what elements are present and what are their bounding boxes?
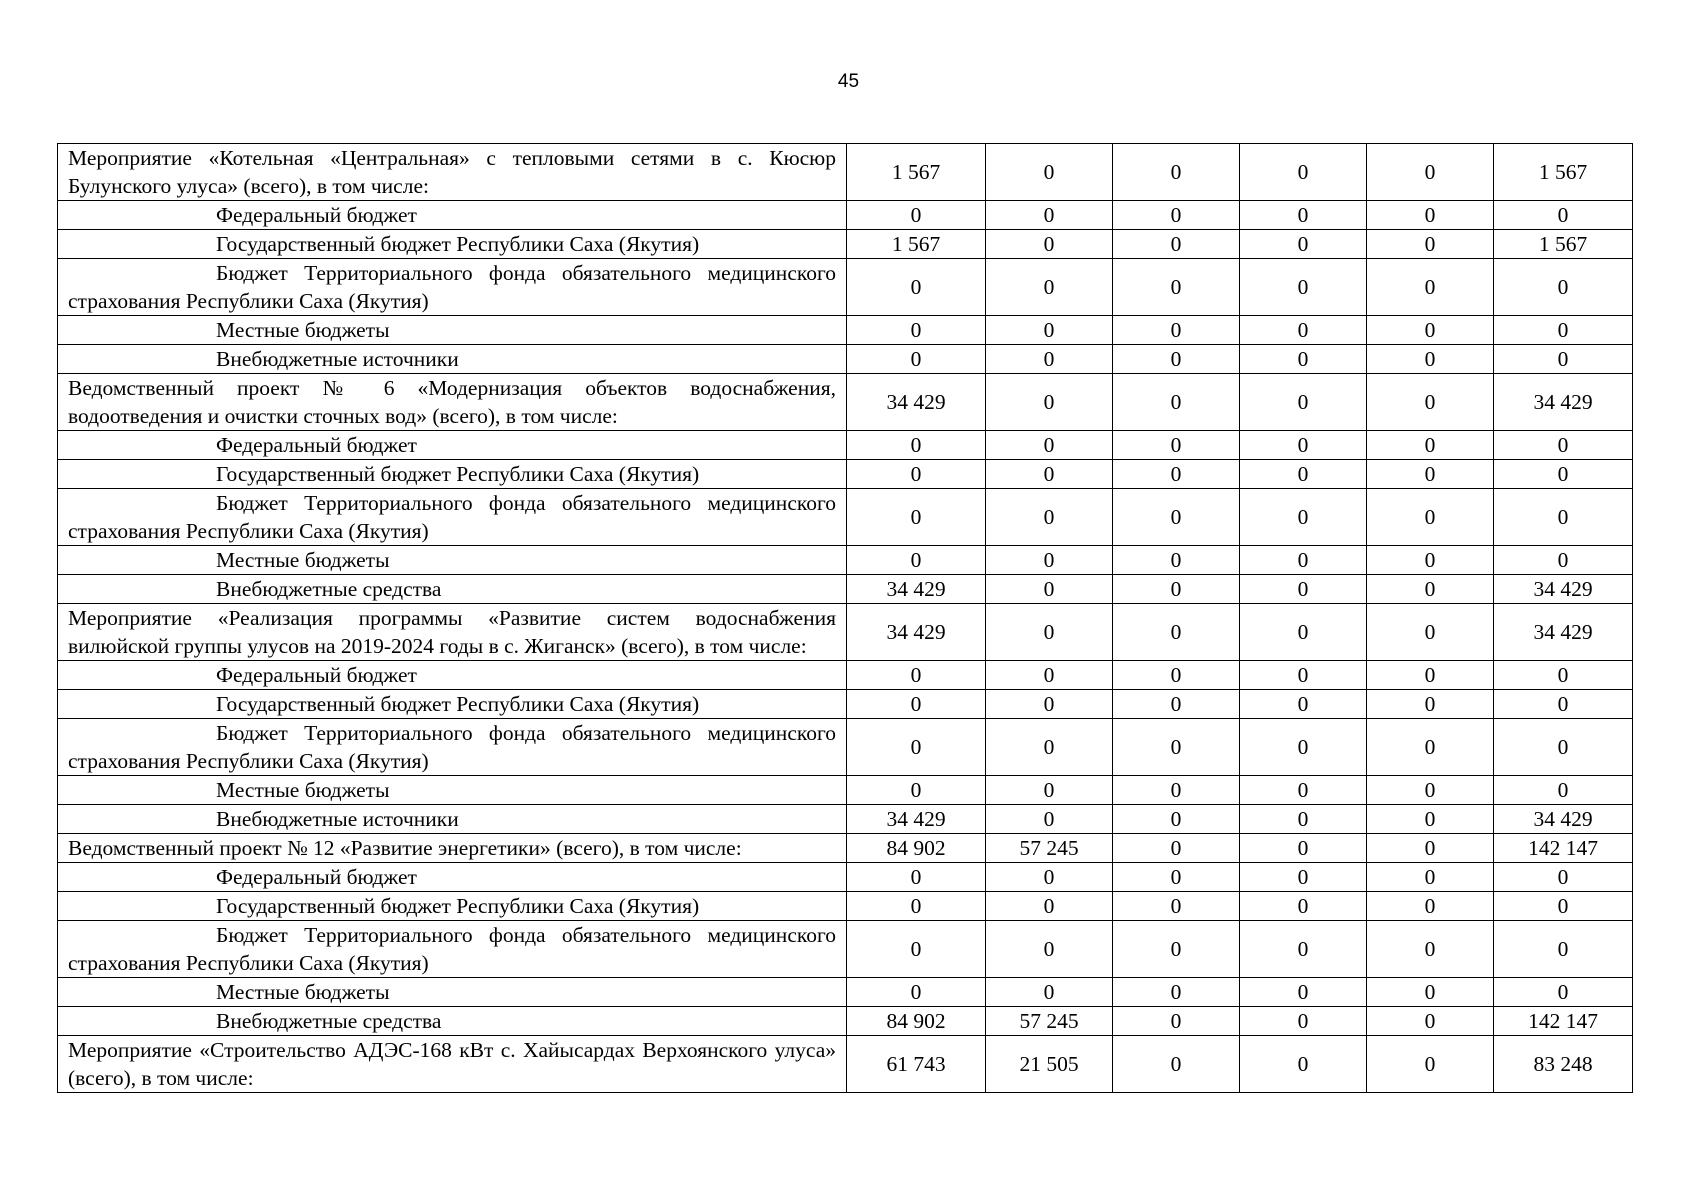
value-cell: 0 xyxy=(1240,546,1367,575)
table-row xyxy=(58,690,1633,719)
table-row xyxy=(58,892,1633,921)
value-cell: 0 xyxy=(847,460,986,489)
value-cell: 0 xyxy=(986,489,1113,546)
value-cell: 0 xyxy=(1113,460,1240,489)
value-cell: 0 xyxy=(1240,489,1367,546)
value-cell: 0 xyxy=(1367,719,1494,776)
value-cell: 34 429 xyxy=(847,604,986,661)
total-cell: 34 429 xyxy=(1494,805,1633,834)
value-cell: 0 xyxy=(847,690,986,719)
total-cell: 34 429 xyxy=(1494,374,1633,431)
value-cell: 0 xyxy=(1113,374,1240,431)
total-cell: 83 248 xyxy=(1494,1036,1633,1093)
value-cell: 0 xyxy=(1367,604,1494,661)
value-cell: 1 567 xyxy=(847,144,986,201)
value-cell: 0 xyxy=(1240,776,1367,805)
table-row xyxy=(58,460,1633,489)
total-cell: 0 xyxy=(1494,460,1633,489)
value-cell: 0 xyxy=(847,431,986,460)
value-cell: 0 xyxy=(986,230,1113,259)
value-cell: 0 xyxy=(1240,431,1367,460)
table-row xyxy=(58,345,1633,374)
total-cell: 1 567 xyxy=(1494,230,1633,259)
value-cell: 0 xyxy=(1113,834,1240,863)
value-cell: 0 xyxy=(1240,863,1367,892)
total-cell: 0 xyxy=(1494,892,1633,921)
value-cell: 0 xyxy=(1367,431,1494,460)
value-cell: 0 xyxy=(847,661,986,690)
funding-source-label: Федеральный бюджет xyxy=(58,863,847,892)
table-row xyxy=(58,863,1633,892)
value-cell: 0 xyxy=(1367,575,1494,604)
value-cell: 0 xyxy=(1113,978,1240,1007)
total-cell: 0 xyxy=(1494,863,1633,892)
value-cell: 0 xyxy=(1113,489,1240,546)
value-cell: 0 xyxy=(1367,259,1494,316)
value-cell: 0 xyxy=(1113,661,1240,690)
total-cell: 0 xyxy=(1494,431,1633,460)
funding-source-label: Внебюджетные средства xyxy=(58,575,847,604)
value-cell: 0 xyxy=(1367,921,1494,978)
table-row xyxy=(58,921,1633,978)
value-cell: 0 xyxy=(1367,978,1494,1007)
total-cell: 34 429 xyxy=(1494,575,1633,604)
total-cell: 0 xyxy=(1494,489,1633,546)
program-item-label: Мероприятие «Реализация программы «Развитие систем водоснабжения вилюйской группы улусов на 2019-2024 годы в с. Жиганск» (всего), в том числе: xyxy=(58,604,847,661)
table-row xyxy=(58,1007,1633,1036)
total-cell: 0 xyxy=(1494,201,1633,230)
value-cell: 0 xyxy=(1367,546,1494,575)
value-cell: 0 xyxy=(1367,201,1494,230)
total-cell: 0 xyxy=(1494,690,1633,719)
value-cell: 0 xyxy=(986,575,1113,604)
value-cell: 0 xyxy=(986,259,1113,316)
value-cell: 0 xyxy=(1113,1007,1240,1036)
funding-source-label: Федеральный бюджет xyxy=(58,661,847,690)
value-cell: 0 xyxy=(1240,259,1367,316)
funding-source-label: Местные бюджеты xyxy=(58,316,847,345)
table-row xyxy=(58,259,1633,316)
value-cell: 0 xyxy=(847,316,986,345)
value-cell: 0 xyxy=(1113,201,1240,230)
total-cell: 34 429 xyxy=(1494,604,1633,661)
value-cell: 0 xyxy=(1367,374,1494,431)
value-cell: 0 xyxy=(1367,776,1494,805)
funding-source-label: Федеральный бюджет xyxy=(58,431,847,460)
value-cell: 0 xyxy=(986,144,1113,201)
value-cell: 0 xyxy=(986,661,1113,690)
table-row xyxy=(58,1036,1633,1093)
value-cell: 0 xyxy=(1240,316,1367,345)
value-cell: 0 xyxy=(1113,431,1240,460)
total-cell: 0 xyxy=(1494,661,1633,690)
total-cell: 0 xyxy=(1494,776,1633,805)
funding-source-label: Бюджет Территориального фонда обязательного медицинского страхования Республики Саха (Якутия) xyxy=(58,719,847,776)
program-item-label: Мероприятие «Котельная «Центральная» с тепловыми сетями в с. Кюсюр Булунского улуса» (всего), в том числе: xyxy=(58,144,847,201)
value-cell: 0 xyxy=(1113,892,1240,921)
value-cell: 0 xyxy=(986,374,1113,431)
value-cell: 0 xyxy=(1367,661,1494,690)
value-cell: 0 xyxy=(1367,460,1494,489)
value-cell: 0 xyxy=(1113,776,1240,805)
value-cell: 0 xyxy=(986,863,1113,892)
value-cell: 0 xyxy=(1113,546,1240,575)
total-cell: 0 xyxy=(1494,345,1633,374)
value-cell: 0 xyxy=(986,460,1113,489)
value-cell: 0 xyxy=(1113,345,1240,374)
value-cell: 0 xyxy=(1240,892,1367,921)
value-cell: 0 xyxy=(1113,805,1240,834)
total-cell: 0 xyxy=(1494,978,1633,1007)
value-cell: 0 xyxy=(1113,1036,1240,1093)
total-cell: 0 xyxy=(1494,546,1633,575)
table-row xyxy=(58,834,1633,863)
value-cell: 0 xyxy=(1240,144,1367,201)
value-cell: 0 xyxy=(1240,345,1367,374)
total-cell: 0 xyxy=(1494,259,1633,316)
value-cell: 84 902 xyxy=(847,834,986,863)
table-row xyxy=(58,604,1633,661)
funding-source-label: Местные бюджеты xyxy=(58,546,847,575)
funding-source-label: Государственный бюджет Республики Саха (Якутия) xyxy=(58,460,847,489)
table-row xyxy=(58,805,1633,834)
value-cell: 0 xyxy=(1367,805,1494,834)
value-cell: 0 xyxy=(1367,834,1494,863)
value-cell: 0 xyxy=(1240,374,1367,431)
value-cell: 0 xyxy=(1240,460,1367,489)
value-cell: 0 xyxy=(1367,489,1494,546)
value-cell: 0 xyxy=(847,546,986,575)
value-cell: 0 xyxy=(1367,144,1494,201)
value-cell: 0 xyxy=(1240,805,1367,834)
funding-source-label: Местные бюджеты xyxy=(58,978,847,1007)
funding-source-label: Бюджет Территориального фонда обязательного медицинского страхования Республики Саха (Якутия) xyxy=(58,489,847,546)
table-row xyxy=(58,489,1633,546)
value-cell: 0 xyxy=(1113,604,1240,661)
value-cell: 0 xyxy=(986,546,1113,575)
value-cell: 34 429 xyxy=(847,805,986,834)
value-cell: 0 xyxy=(1367,345,1494,374)
funding-source-label: Бюджет Территориального фонда обязательного медицинского страхования Республики Саха (Якутия) xyxy=(58,259,847,316)
value-cell: 0 xyxy=(1113,719,1240,776)
funding-source-label: Бюджет Территориального фонда обязательного медицинского страхования Республики Саха (Якутия) xyxy=(58,921,847,978)
value-cell: 0 xyxy=(986,978,1113,1007)
value-cell: 0 xyxy=(847,201,986,230)
total-cell: 142 147 xyxy=(1494,834,1633,863)
value-cell: 0 xyxy=(847,259,986,316)
page-number: 45 xyxy=(837,71,860,92)
value-cell: 0 xyxy=(1367,690,1494,719)
value-cell: 34 429 xyxy=(847,374,986,431)
value-cell: 0 xyxy=(986,316,1113,345)
value-cell: 34 429 xyxy=(847,575,986,604)
table-row xyxy=(58,978,1633,1007)
table-row xyxy=(58,230,1633,259)
value-cell: 0 xyxy=(986,892,1113,921)
value-cell: 0 xyxy=(1240,1036,1367,1093)
funding-source-label: Государственный бюджет Республики Саха (Якутия) xyxy=(58,230,847,259)
value-cell: 0 xyxy=(847,921,986,978)
program-item-label: Мероприятие «Строительство АДЭС-168 кВт с. Хайысардах Верхоянского улуса» (всего), в том числе: xyxy=(58,1036,847,1093)
total-cell: 1 567 xyxy=(1494,144,1633,201)
value-cell: 0 xyxy=(1240,661,1367,690)
value-cell: 0 xyxy=(1367,892,1494,921)
table-row xyxy=(58,374,1633,431)
total-cell: 0 xyxy=(1494,921,1633,978)
value-cell: 0 xyxy=(986,690,1113,719)
value-cell: 0 xyxy=(1367,1036,1494,1093)
value-cell: 0 xyxy=(1113,921,1240,978)
value-cell: 0 xyxy=(1240,575,1367,604)
value-cell: 0 xyxy=(847,345,986,374)
table-row xyxy=(58,776,1633,805)
value-cell: 0 xyxy=(1240,834,1367,863)
value-cell: 0 xyxy=(1113,863,1240,892)
table-row xyxy=(58,719,1633,776)
value-cell: 0 xyxy=(1113,259,1240,316)
value-cell: 0 xyxy=(986,921,1113,978)
value-cell: 0 xyxy=(986,604,1113,661)
value-cell: 0 xyxy=(1240,978,1367,1007)
funding-source-label: Государственный бюджет Республики Саха (Якутия) xyxy=(58,690,847,719)
value-cell: 0 xyxy=(1240,690,1367,719)
value-cell: 0 xyxy=(986,431,1113,460)
funding-source-label: Федеральный бюджет xyxy=(58,201,847,230)
value-cell: 0 xyxy=(1240,230,1367,259)
program-item-label: Ведомственный проект № 6 «Модернизация объектов водоснабжения, водоотведения и очистки сточных вод» (всего), в том числе: xyxy=(58,374,847,431)
value-cell: 57 245 xyxy=(986,1007,1113,1036)
value-cell: 0 xyxy=(1240,1007,1367,1036)
value-cell: 0 xyxy=(986,776,1113,805)
value-cell: 1 567 xyxy=(847,230,986,259)
funding-source-label: Местные бюджеты xyxy=(58,776,847,805)
value-cell: 0 xyxy=(1367,230,1494,259)
value-cell: 0 xyxy=(1113,316,1240,345)
value-cell: 0 xyxy=(986,345,1113,374)
value-cell: 0 xyxy=(847,776,986,805)
value-cell: 0 xyxy=(847,489,986,546)
value-cell: 0 xyxy=(1240,201,1367,230)
value-cell: 0 xyxy=(1367,1007,1494,1036)
value-cell: 21 505 xyxy=(986,1036,1113,1093)
value-cell: 0 xyxy=(1240,921,1367,978)
value-cell: 0 xyxy=(986,805,1113,834)
table-row xyxy=(58,661,1633,690)
table-row xyxy=(58,144,1633,201)
total-cell: 0 xyxy=(1494,316,1633,345)
value-cell: 0 xyxy=(1367,863,1494,892)
total-cell: 0 xyxy=(1494,719,1633,776)
value-cell: 84 902 xyxy=(847,1007,986,1036)
budget-table xyxy=(57,143,1633,1093)
funding-source-label: Внебюджетные источники xyxy=(58,805,847,834)
value-cell: 0 xyxy=(1113,144,1240,201)
total-cell: 142 147 xyxy=(1494,1007,1633,1036)
table-row xyxy=(58,431,1633,460)
table-row xyxy=(58,575,1633,604)
value-cell: 0 xyxy=(847,863,986,892)
program-item-label: Ведомственный проект № 12 «Развитие энергетики» (всего), в том числе: xyxy=(58,834,847,863)
funding-source-label: Внебюджетные источники xyxy=(58,345,847,374)
value-cell: 0 xyxy=(1240,719,1367,776)
funding-source-label: Внебюджетные средства xyxy=(58,1007,847,1036)
value-cell: 0 xyxy=(1113,230,1240,259)
value-cell: 0 xyxy=(1240,604,1367,661)
value-cell: 0 xyxy=(847,978,986,1007)
value-cell: 0 xyxy=(986,201,1113,230)
value-cell: 61 743 xyxy=(847,1036,986,1093)
value-cell: 0 xyxy=(1113,690,1240,719)
value-cell: 0 xyxy=(986,719,1113,776)
value-cell: 0 xyxy=(847,719,986,776)
funding-source-label: Государственный бюджет Республики Саха (Якутия) xyxy=(58,892,847,921)
table-row xyxy=(58,316,1633,345)
value-cell: 0 xyxy=(1113,575,1240,604)
value-cell: 0 xyxy=(1367,316,1494,345)
table-row xyxy=(58,546,1633,575)
value-cell: 57 245 xyxy=(986,834,1113,863)
table-row xyxy=(58,201,1633,230)
value-cell: 0 xyxy=(847,892,986,921)
